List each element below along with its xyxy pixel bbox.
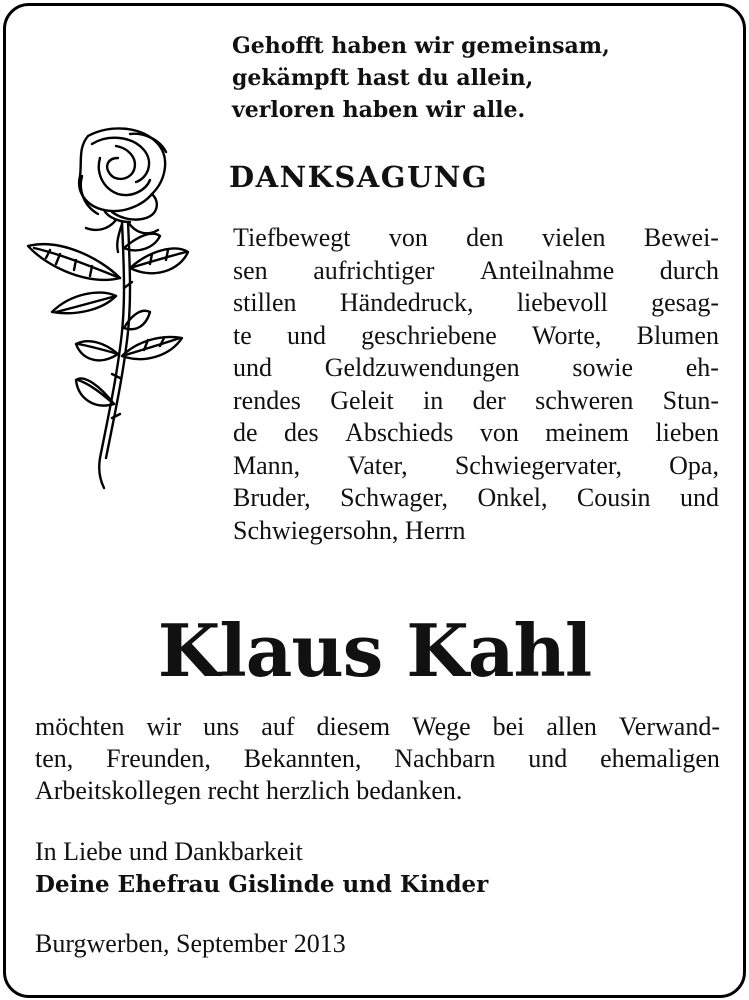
word: und bbox=[679, 483, 719, 512]
word: der bbox=[472, 385, 506, 415]
word: allen bbox=[546, 712, 597, 741]
word: vielen bbox=[542, 223, 606, 252]
word: Freunden, bbox=[106, 744, 211, 773]
word: diesem bbox=[316, 712, 391, 741]
word: auf bbox=[261, 712, 295, 741]
intro-line bbox=[233, 287, 719, 320]
word: Verwand- bbox=[618, 712, 720, 741]
word: Bruder, bbox=[233, 483, 311, 512]
word: aufrichtiger bbox=[313, 255, 435, 285]
word: Wege bbox=[412, 712, 471, 741]
motto-line: verloren haben wir alle. bbox=[232, 97, 526, 123]
heading-danksagung: DANKSAGUNG bbox=[229, 160, 489, 194]
word: von bbox=[388, 223, 428, 252]
word: Geleit bbox=[330, 385, 394, 415]
word: lieben bbox=[655, 418, 719, 447]
signature: Deine Ehefrau Gislinde und Kinder bbox=[35, 871, 489, 898]
intro-paragraph bbox=[233, 222, 719, 547]
word: und bbox=[528, 744, 568, 773]
word: Vater, bbox=[347, 450, 408, 480]
place-date: Burgwerben, September 2013 bbox=[35, 929, 346, 958]
word: in bbox=[423, 385, 444, 415]
word: Stun- bbox=[662, 385, 719, 415]
intro-line bbox=[233, 417, 719, 450]
word: geschriebene bbox=[361, 320, 497, 350]
rose-icon bbox=[20, 118, 195, 493]
word: Bekannten, bbox=[243, 744, 362, 773]
motto-verse bbox=[232, 30, 712, 126]
intro-line bbox=[233, 320, 719, 353]
thanks-paragraph bbox=[35, 711, 720, 807]
word: rendes bbox=[233, 385, 301, 415]
word: liebevoll bbox=[516, 288, 608, 317]
word: Worte, bbox=[532, 320, 602, 350]
word: Opa, bbox=[669, 450, 719, 480]
intro-line bbox=[233, 385, 719, 418]
thanks-line bbox=[35, 711, 720, 743]
word: Schwiegervater, bbox=[454, 450, 622, 480]
word: von bbox=[479, 418, 519, 447]
motto-line: Gehofft haben wir gemeinsam, bbox=[232, 33, 610, 59]
intro-line bbox=[233, 482, 719, 515]
word: Schwager, bbox=[340, 483, 449, 512]
word: durch bbox=[659, 255, 719, 285]
word: Anteilnahme bbox=[479, 255, 615, 285]
word: bei bbox=[492, 712, 525, 741]
word: Cousin bbox=[576, 483, 651, 512]
word: Onkel, bbox=[477, 483, 548, 512]
word: Mann, bbox=[233, 450, 301, 480]
word: und bbox=[286, 320, 326, 350]
word: wir bbox=[146, 712, 182, 741]
word: sen bbox=[233, 255, 268, 285]
intro-line bbox=[233, 255, 719, 288]
word: Bewei- bbox=[643, 223, 719, 252]
intro-line bbox=[233, 352, 719, 385]
word: Abschieds bbox=[345, 418, 454, 447]
word: ten, bbox=[35, 744, 74, 773]
word: Händedruck, bbox=[339, 288, 474, 317]
word: ehemaligen bbox=[600, 744, 720, 773]
intro-line bbox=[233, 450, 719, 483]
word: meinem bbox=[545, 418, 629, 447]
word: und bbox=[233, 353, 272, 382]
word: Tiefbewegt bbox=[233, 223, 351, 252]
thanks-line bbox=[35, 743, 720, 775]
closing-line: In Liebe und Dankbarkeit bbox=[35, 837, 303, 866]
word: schweren bbox=[535, 385, 634, 415]
thanks-line: Arbeitskollegen recht herzlich bedanken. bbox=[35, 776, 463, 805]
word: des bbox=[283, 418, 319, 447]
word: de bbox=[233, 418, 258, 447]
intro-line: Schwiegersohn, Herrn bbox=[233, 515, 466, 545]
deceased-name: Klaus Kahl bbox=[157, 608, 592, 693]
word: stillen bbox=[233, 288, 297, 317]
word: eh- bbox=[685, 353, 719, 382]
word: te bbox=[233, 320, 252, 350]
motto-line: gekämpft hast du allein, bbox=[232, 65, 534, 91]
word: Nachbarn bbox=[394, 744, 496, 773]
word: gesag- bbox=[651, 288, 719, 317]
word: Geldzuwendungen bbox=[324, 353, 520, 382]
intro-line bbox=[233, 222, 719, 255]
word: Blumen bbox=[636, 320, 719, 350]
word: uns bbox=[203, 712, 240, 741]
word: möchten bbox=[35, 712, 125, 741]
word: sowie bbox=[572, 353, 634, 382]
word: den bbox=[466, 223, 504, 252]
